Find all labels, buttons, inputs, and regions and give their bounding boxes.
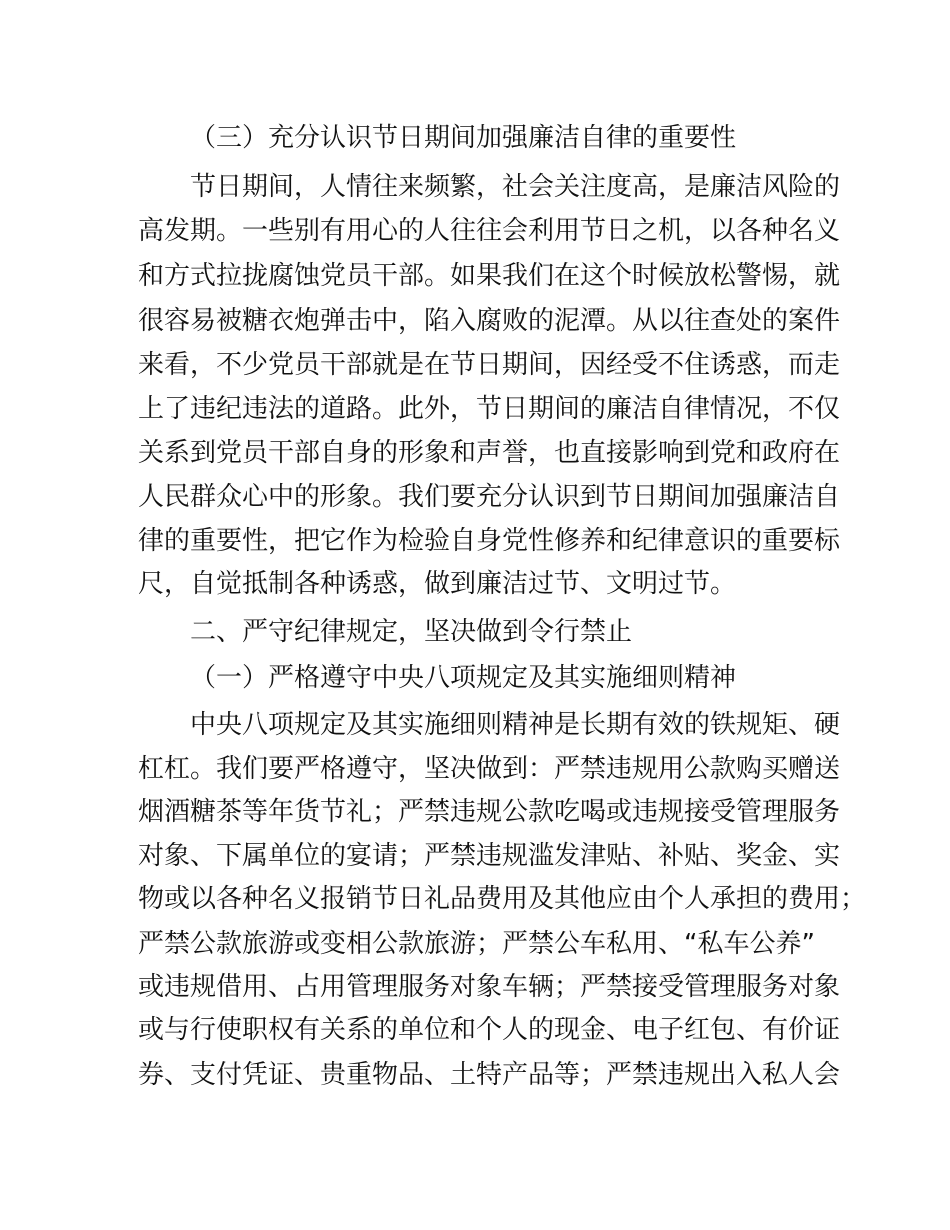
paragraph-line: 尺，自觉抵制各种诱惑，做到廉洁过节、文明过节。 (138, 569, 737, 599)
paragraph-line: 烟酒糖茶等年货节礼；严禁违规公款吃喝或违规接受管理服务 (138, 797, 841, 827)
paragraph-line: 律的重要性，把它作为检验自身党性修养和纪律意识的重要标 (138, 526, 841, 556)
subsection-heading: （一）严格遵守中央八项规定及其实施细则精神 (190, 663, 737, 693)
paragraph-line: 上了违纪违法的道路。此外，节日期间的廉洁自律情况，不仅 (138, 394, 841, 424)
paragraph-line: 中央八项规定及其实施细则精神是长期有效的铁规矩、硬 (190, 710, 841, 740)
paragraph-line: 券、支付凭证、贵重物品、土特产品等；严禁违规出入私人会 (138, 1060, 841, 1090)
paragraph-line: 严禁公款旅游或变相公款旅游；严禁公车私用、“私车公养” (138, 929, 815, 959)
paragraph-line: 高发期。一些别有用心的人往往会利用节日之机，以各种名义 (138, 216, 841, 246)
paragraph-line: 或与行使职权有关系的单位和个人的现金、电子红包、有价证 (138, 1015, 841, 1045)
section-heading: 二、严守纪律规定，坚决做到令行禁止 (190, 617, 633, 647)
paragraph-line: 物或以各种名义报销节日礼品费用及其他应由个人承担的费用； (138, 884, 867, 914)
paragraph-line: 来看，不少党员干部就是在节日期间，因经受不住诱惑，而走 (138, 350, 841, 380)
paragraph-line: 关系到党员干部自身的形象和声誉，也直接影响到党和政府在 (138, 438, 841, 468)
paragraph-line: 杠杠。我们要严格遵守，坚决做到：严禁违规用公款购买赠送 (138, 754, 841, 784)
paragraph-line: 人民群众心中的形象。我们要充分认识到节日期间加强廉洁自 (138, 482, 841, 512)
paragraph-line: 对象、下属单位的宴请；严禁违规滥发津贴、补贴、奖金、实 (138, 841, 841, 871)
paragraph-line: 节日期间，人情往来频繁，社会关注度高，是廉洁风险的 (190, 172, 841, 202)
paragraph-line: 或违规借用、占用管理服务对象车辆；严禁接受管理服务对象 (138, 972, 841, 1002)
subsection-heading: （三）充分认识节日期间加强廉洁自律的重要性 (190, 123, 737, 153)
paragraph-line: 很容易被糖衣炮弹击中，陷入腐败的泥潭。从以往查处的案件 (138, 306, 841, 336)
paragraph-line: 和方式拉拢腐蚀党员干部。如果我们在这个时候放松警惕，就 (138, 261, 841, 291)
